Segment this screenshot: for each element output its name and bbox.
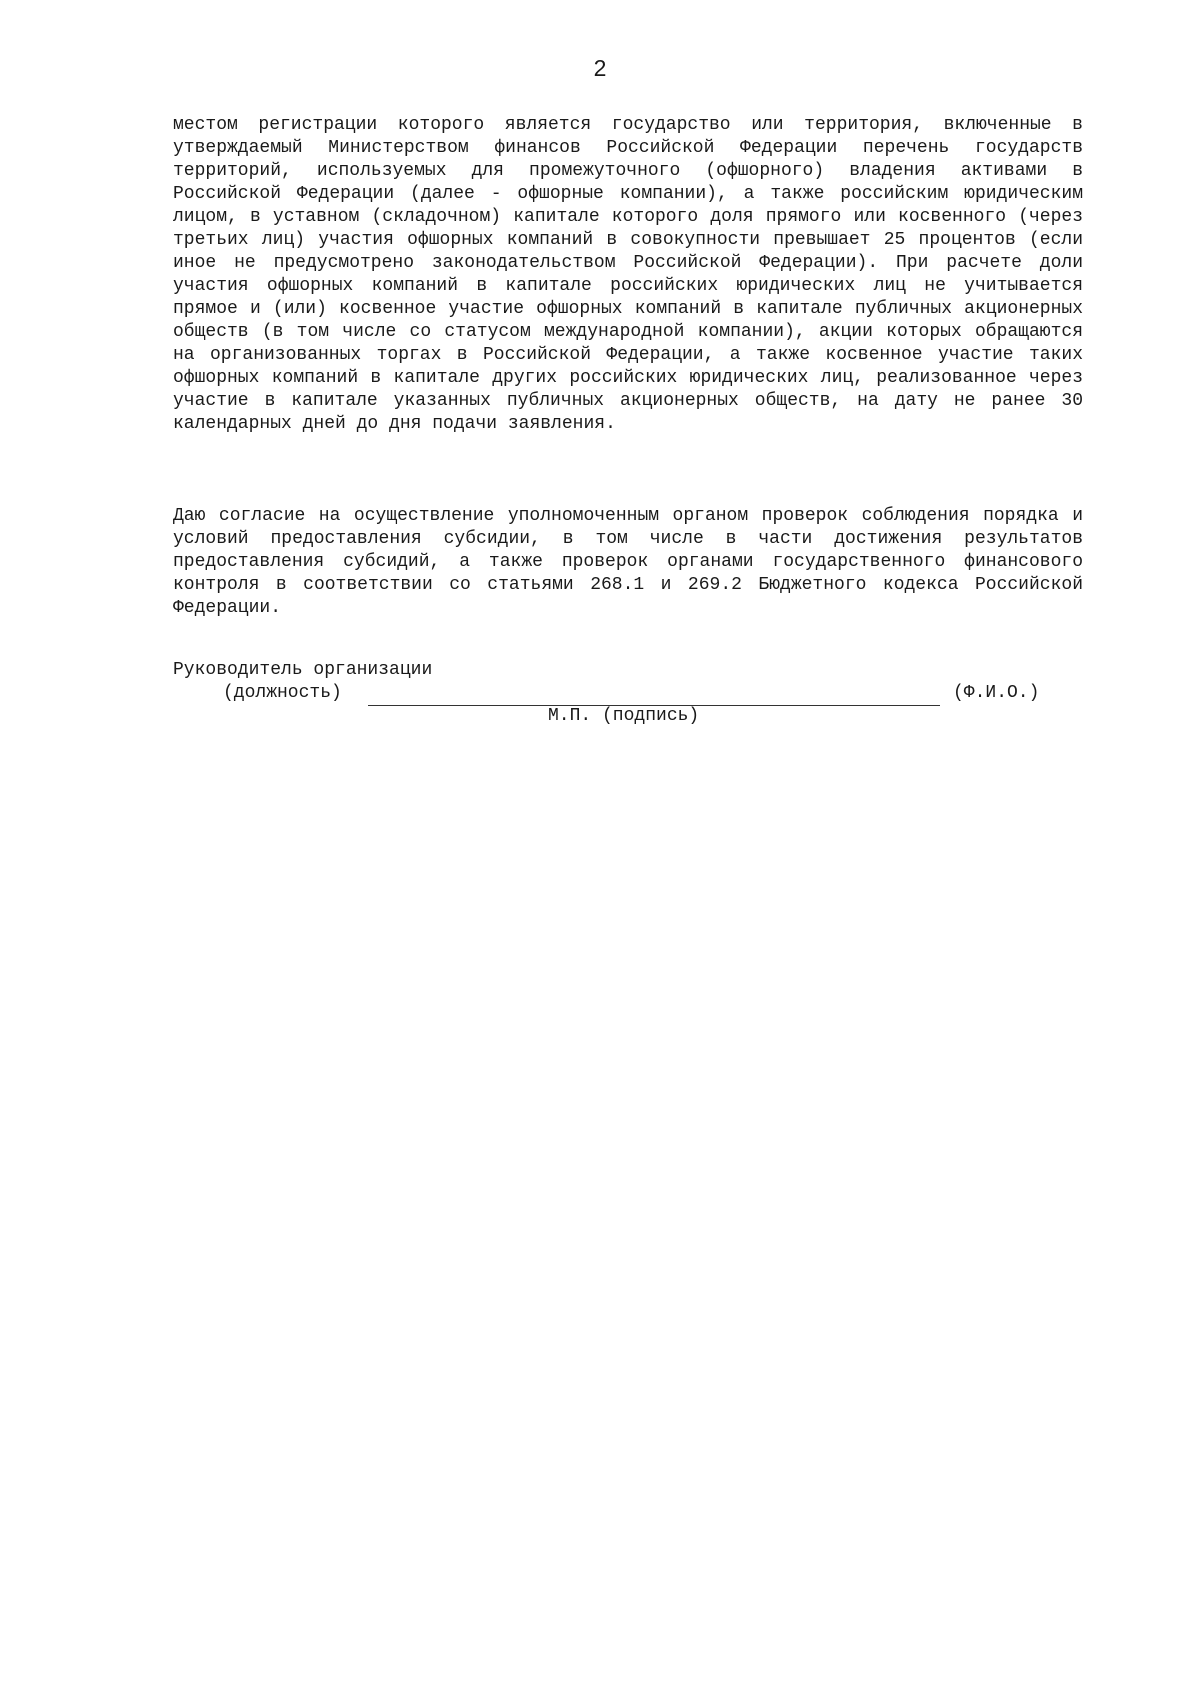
offshore-paragraph: местом регистрации которого является государство или территория, включенные в утверждаемый Министерством финансов Российской Федерации перечень государств территорий, используемых для промежуточного (офшорного) владения активами в Российской Федерации (далее - офшорные компании), а также российским юридическим лицом, в уставном (складочном) капитале которого доля прямого или косвенного (через третьих лиц) участия офшорных компаний в совокупности превышает 25 процентов (если иное не предусмотрено законодательством Российской Федерации). При расчете доли участия офшорных компаний в капитале российских юридических лиц не учитывается прямое и (или) косвенное участие офшорных компаний в капитале публичных акционерных обществ (в том числе со статусом международной компании), акции которых обращаются на организованных торгах в Российской Федерации, а также косвенное участие таких офшорных компаний в капитале других российских юридических лиц, реализованное через участие в капитале указанных публичных акционерных обществ, на дату не ранее 30 календарных дней до дня подачи заявления. (173, 115, 1083, 434)
stamp-signature-label: М.П. (подпись) (548, 706, 700, 726)
signature-title: Руководитель организации (173, 660, 433, 680)
page-number: 2 (593, 55, 607, 81)
consent-paragraph: Даю согласие на осуществление уполномоченным органом проверок соблюдения порядка и условий предоставления субсидии, в том числе в части достижения результатов предоставления субсидий, а также проверок органами государственного финансового контроля в соответствии со статьями 268.1 и 269.2 Бюджетного кодекса Российской Федерации. (173, 506, 1083, 618)
position-label: (должность) (223, 683, 342, 703)
fio-label: (Ф.И.О.) (953, 683, 1040, 703)
